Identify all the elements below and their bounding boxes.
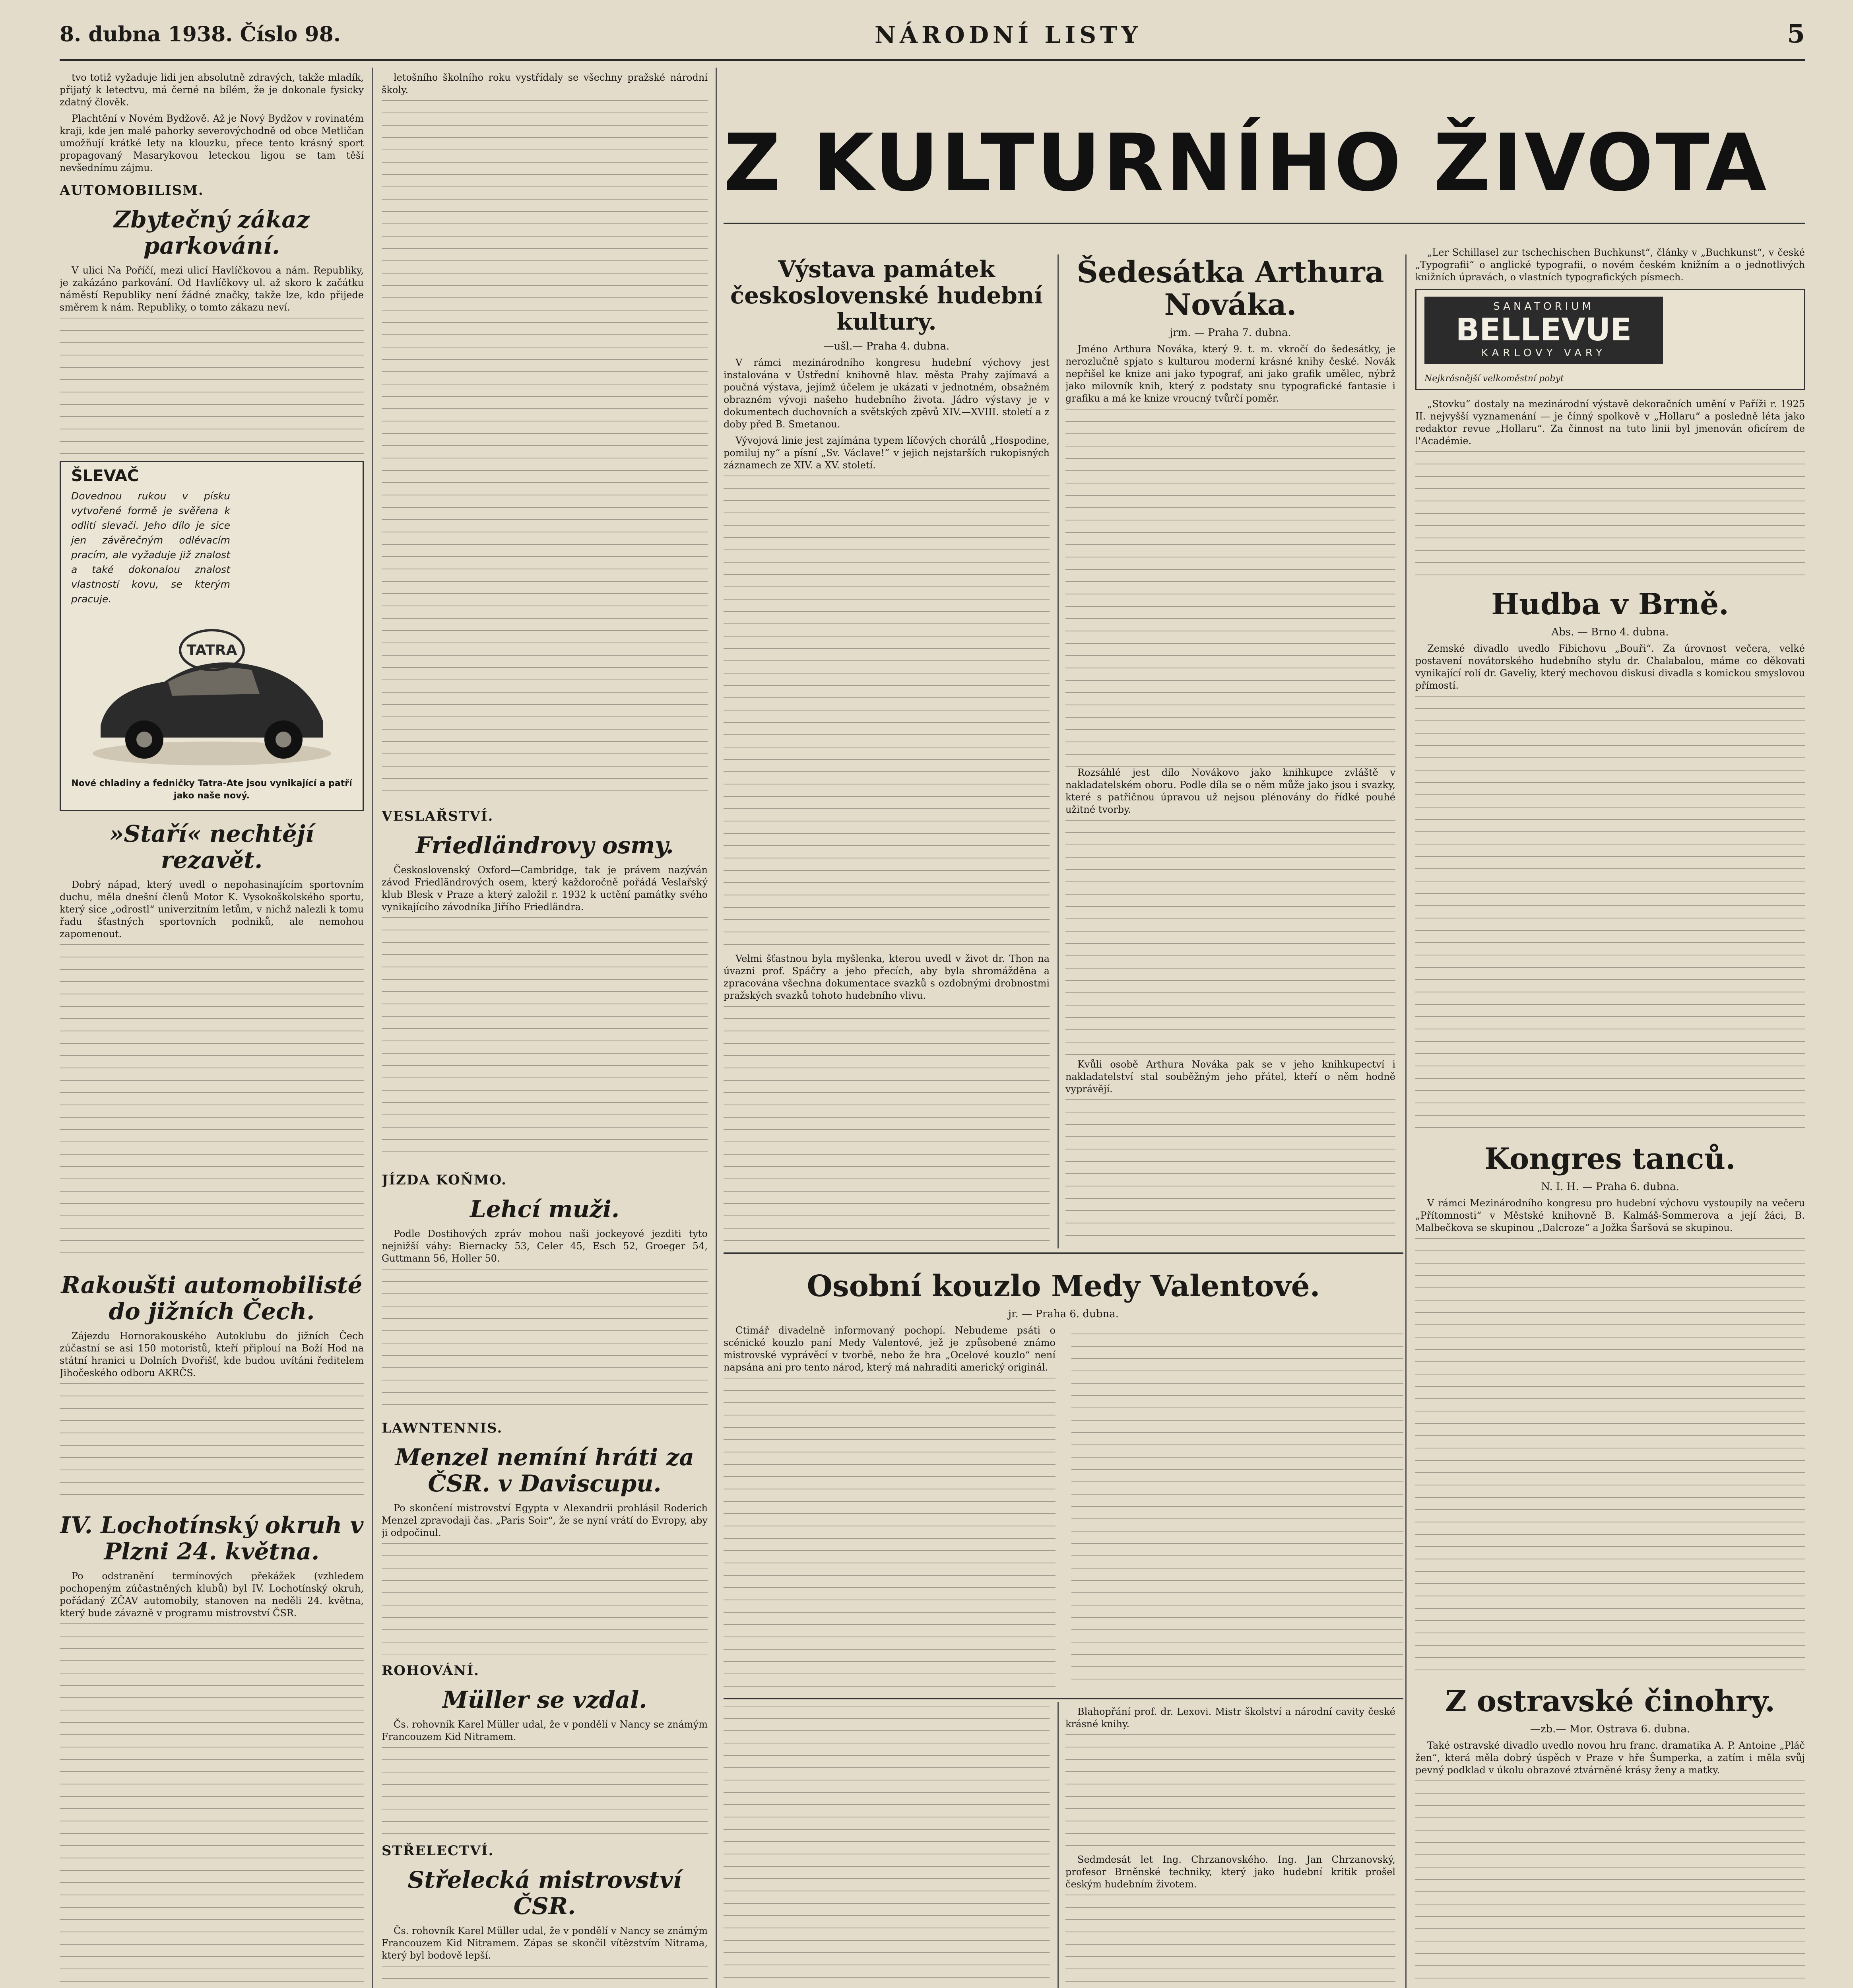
article-text: Vývojová linie jest zajímána typem líčových chorálů „Hospodine, pomiluj ny“ a písní „Sv. Václave!“ v jejich nejstarších rukopisných záznamech ze XIV. a XV. století. xyxy=(724,435,1050,471)
column-1 xyxy=(60,72,364,1988)
article-text: Čs. rohovník Karel Müller udal, že v pondělí v Nancy se známým Francouzem Kid Nitramem. xyxy=(382,1719,708,1742)
section-banner xyxy=(724,119,1805,207)
banner-rule xyxy=(724,223,1805,224)
article-byline: jr. — Praha 6. dubna. xyxy=(1008,1308,1119,1320)
article-text: Sedmdesát let Ing. Chrzanovského. Ing. Jan Chrzanovský, profesor Brněnské techniky, který jako hudební kritik prošel českým hudebním životem. xyxy=(1065,1854,1395,1890)
column-rule xyxy=(1405,254,1407,1988)
article-text: Podle Dostihových zpráv mohou naši jockeyové jezditi tyto nejnižší váhy: Biernacky 53, Celer 45, Esch 52, Groeger 54, Guttmann 56, Holler 50. xyxy=(382,1228,708,1264)
text-lines xyxy=(1415,1780,1805,1988)
text-lines xyxy=(382,1543,708,1654)
text-lines xyxy=(1065,1099,1395,1244)
article-byline: —ušl.— Praha 4. dubna. xyxy=(823,340,950,352)
text-lines xyxy=(724,476,1050,953)
article-text: V rámci mezinárodního kongresu hudební výchovy jest instalována v Ústřední knihovně hlav. města Prahy zajímavá a poučná výstava, jejímž účelem je ukázati v jednotném, obsažném obrazném vývoji našeho hudebního života. Jádro výstavy je v dokumentech duchovních a světských zpěvů XIV.—XVIII. století a z doby před B. Smetanou. xyxy=(724,357,1050,430)
article-headline: Osobní kouzlo Medy Valentové. xyxy=(807,1269,1320,1303)
article-headline: Rakoušti automobilisté do jižních Čech. xyxy=(61,1272,363,1325)
article-headline: Kongres tanců. xyxy=(1484,1142,1736,1176)
article-headline: Hudba v Brně. xyxy=(1491,587,1729,621)
article-headline: Zbytečný zákaz parkování. xyxy=(114,206,310,259)
article-text: Blahopřání prof. dr. Lexovi. Mistr školství a národní cavity české krásné knihy. xyxy=(1065,1706,1395,1730)
article-text: Velmi šťastnou byla myšlenka, kterou uvedl v život dr. Thon na úvazni prof. Spáčry a jeho přecích, aby byla shromážděna a zpracována všechna dokumentace svazků s ozdobnými drobnostmi pražských svazků tohoto hudebního vlivu. xyxy=(724,953,1050,1001)
ad-caption: Nejkrásnější velkoměstní pobyt xyxy=(1424,374,1564,384)
bellevue-advertisement xyxy=(1415,289,1805,390)
section-heading: ROHOVÁNÍ. xyxy=(382,1663,479,1679)
text-lines xyxy=(60,1623,364,1988)
text-lines xyxy=(382,917,708,1164)
section-heading: STŘELECTVÍ. xyxy=(382,1843,494,1859)
article-text: Kvůli osobě Arthura Nováka pak se v jeho knihkupectví i nakladatelství stal souběžným jeho přátel, kteří o něm hodně vyprávějí. xyxy=(1065,1059,1395,1095)
story-divider xyxy=(724,1698,1403,1699)
section-heading: JÍZDA KOŇMO. xyxy=(382,1172,507,1188)
ad-place: KARLOVY VARY xyxy=(1481,347,1607,359)
section-heading: VESLAŘSTVÍ. xyxy=(382,808,494,824)
article-headline: »Staří« nechtějí rezavět. xyxy=(109,820,314,874)
column-4-upper xyxy=(1065,247,1395,1244)
article-headline: Šedesátka Arthura Nováka. xyxy=(1077,255,1384,322)
article-headline: Střelecká mistrovství ČSR. xyxy=(407,1866,682,1920)
article-text: Dobrý nápad, který uvedl o nepohasinajícím sportovním duchu, měla dnešní členů Motor K. Vysokoškolského sportu, který sice „odrostl“ univerzitním letům, v nichž nalezli k tomu řadu šťastných sportovních podniků, ale nemohou zapomenout. xyxy=(60,879,364,940)
text-lines xyxy=(1415,696,1805,1133)
column-rule xyxy=(1057,1702,1059,1988)
article-text: Po skončení mistrovství Egypta v Alexandrii prohlásil Roderich Menzel zpravodaji čas. „Paris Soir“, že se nyní vrátí do Evropy, aby ji odpočinul. xyxy=(382,1503,708,1538)
article-text: Rozsáhlé jest dílo Novákovo jako knihkupce zvláště v nakladatelském oboru. Podle díla se o něm může jako jsou i svazky, které s patřičnou úpravou už nejsou plénovány do řídké pouhé užitné tvorby. xyxy=(1065,767,1395,815)
ad-name: BELLEVUE xyxy=(1455,312,1632,348)
article-text: Čs. rohovník Karel Müller udal, že v pondělí v Nancy se známým Francouzem Kid Nitramem. Zápas se skončil vítězstvím Nitrama, který byl bodově lepší. xyxy=(382,1925,708,1961)
article-headline: Müller se vzdal. xyxy=(442,1686,647,1713)
article-byline: —zb.— Mor. Ostrava 6. dubna. xyxy=(1530,1723,1690,1735)
text-lines xyxy=(724,1324,1403,1689)
tatra-advertisement xyxy=(60,461,364,811)
sanatorium-logo xyxy=(1424,297,1663,364)
banner-title: Z KULTURNÍHO ŽIVOTA xyxy=(724,117,1769,209)
article-text: V ulici Na Poříčí, mezi ulicí Havlíčkovou a nám. Republiky, je zakázáno parkování. Od Havlíčkovy ul. až skoro k začátku náměstí Republiky není žádné značky, takže lze, kdo přijede směrem k nám. Republiky, o tomto zákazu neví. xyxy=(60,265,364,313)
text-lines xyxy=(382,1747,708,1835)
text-lines xyxy=(60,1383,364,1503)
article-headline: Z ostravské činohry. xyxy=(1445,1684,1775,1718)
section-heading: AUTOMOBILISM. xyxy=(60,182,204,198)
text-lines xyxy=(1065,820,1395,1058)
article-byline: Abs. — Brno 4. dubna. xyxy=(1551,626,1669,638)
article-text: „Stovku“ dostaly na mezinárodní výstavě dekoračních umění v Paříži r. 1925 II. nejvyšší vyznamenání — je čínný spolkově v „Hollaru“ a posledně léta jako redaktor revue „Hollaru“. Za činnost na tuto linii byl jmenován oficírem de l'Académie. xyxy=(1415,398,1805,447)
text-lines xyxy=(382,1269,708,1412)
article-headline: IV. Lochotínský okruh v Plzni 24. května. xyxy=(60,1512,364,1565)
article-text: V rámci Mezinárodního kongresu pro hudební výchovu vystoupily na večeru „Přítomnosti“ v Městské knihovně B. Kalmáš-Sommerova a její žáci, B. Malbečkova se skupinou „Dalcroze“ a Jožka Šaršová se skupinou. xyxy=(1415,1198,1805,1233)
column-3-upper xyxy=(724,247,1050,1244)
column-rule xyxy=(1057,254,1059,1248)
ad-title: ŠLEVAČ xyxy=(71,467,139,485)
text-lines xyxy=(382,1966,708,1988)
masthead: NÁRODNÍ LISTY xyxy=(875,21,1142,49)
article-headline: Friedländrovy osmy. xyxy=(415,832,674,859)
car-illustration xyxy=(85,622,339,773)
article-text: letošního školního roku vystřídaly se všechny pražské národní školy. xyxy=(382,72,708,95)
column-rule xyxy=(372,68,373,1988)
article-byline: jrm. — Praha 7. dubna. xyxy=(1170,327,1291,339)
section-heading: LAWNTENNIS. xyxy=(382,1420,503,1436)
article-byline: N. I. H. — Praha 6. dubna. xyxy=(1541,1181,1679,1193)
article-text: „Ler Schillasel zur tschechischen Buchkunst“, články v „Buchkunst“, v české „Typografii“ o anglické typografii, o novém českém knižním a o jednotlivých knižních úpravách, o vlastních typografických písmech. xyxy=(1415,247,1805,283)
column-rule xyxy=(716,68,717,1988)
page-header xyxy=(60,11,1805,61)
story-divider xyxy=(724,1252,1403,1254)
article-text: Zemské divadlo uvedlo Fibichovu „Bouři“. Za úrovnost večera, velké postavení novátorského hudebního stylu dr. Chalabalou, máme co děkovati vynikající rolí dr. Gaveliy, který mechovou diskusi divadla s komickou smyslovou přímostí. xyxy=(1415,643,1805,691)
article-headline: Výstava památek československé hudební kultury. xyxy=(730,256,1043,335)
text-lines xyxy=(1065,409,1395,767)
article-text: Zájezdu Hornorakouského Autoklubu do jižních Čech zúčastní se asi 150 motoristů, kteří připlouí na Boží Hod na státní hranici u Dolních Dvořišť, kde budou uvítáni ředitelem Jihočeského odboru AKRČS. xyxy=(60,1330,364,1378)
issue-date: 8. dubna 1938. Číslo 98. xyxy=(60,22,341,47)
article-text: Ctimář divadelně informovaný pochopí. Nebudeme psáti o scénické kouzlo paní Medy Valentové, jež je způsobené známo mistrovské vyprávěcí v tvorbě, nebo že hra „Ocelové kouzlo“ není napsána ani pro tento národ, který má nahraditi americký originál. xyxy=(724,1325,1056,1373)
valentova-story xyxy=(724,1260,1403,1694)
text-lines xyxy=(1065,1734,1395,1854)
article-text: Československý Oxford—Cambridge, tak je právem nazýván závod Friedländrových osem, který každoročně pořádá Veslařský klub Blesk v Praze a který založil r. 1932 k uctění památky svého vynikajícího závodníka Jiřího Friedländra. xyxy=(382,864,708,912)
text-lines xyxy=(382,100,708,800)
ad-label: SANATORIUM xyxy=(1493,301,1594,313)
column-4-lower xyxy=(1065,1706,1395,1988)
text-lines xyxy=(1415,451,1805,579)
text-lines xyxy=(1065,1895,1395,1988)
article-text: Po odstranění termínových překážek (vzhledem pochopeným zúčastněných klubů) byl IV. Lochotínský okruh, pořádaný ZČAV automobily, stanoven na neděli 24. května, který bude závazně v programu mistrovství ČSR. xyxy=(60,1571,364,1619)
text-lines xyxy=(724,1006,1050,1244)
intro-text: tvo totiž vyžaduje lidi jen absolutně zdravých, takže mladík, přijatý k letectvu, má černé na bílém, že je dokonale fysicky zdatný člověk. xyxy=(60,72,364,108)
article-text: Jméno Arthura Nováka, který 9. t. m. vkročí do šedesátky, je nerozlučně spjato s kulturou moderní krásné knihy české. Novák nepřišel ke knize ani jako typograf, ani jako grafik umělec, nýbrž jako milovník knih, který z podstaty snu typografické fantasie i grafiku a má ke knize vroucný tvůrčí poměr. xyxy=(1065,344,1395,404)
article-headline: Menzel nemíní hráti za ČSR. v Daviscupu. xyxy=(395,1444,695,1497)
column-2 xyxy=(382,72,708,1988)
text-lines xyxy=(1415,1238,1805,1675)
page-number: 5 xyxy=(1787,19,1805,49)
text-lines xyxy=(60,944,364,1262)
text-lines xyxy=(724,1706,1050,1988)
article-headline: Lehcí muži. xyxy=(470,1196,620,1223)
tatra-logo: TATRA xyxy=(186,642,237,658)
column-3-lower xyxy=(724,1706,1050,1988)
ad-text: Dovednou rukou v písku vytvořené formě je svěřena k odlití slevači. Jeho dílo je sice jen závěrečným odlévacím pracím, ale vyžaduje již znalost a také dokonalou znalost vlastností kovu, se kterým pracuje. xyxy=(71,490,230,605)
ad-caption: Nové chladiny a fedničky Tatra-Ate jsou vynikající a patří jako naše nový. xyxy=(71,779,352,801)
article-text: Plachtění v Novém Bydžově. Až je Nový Bydžov v rovinatém kraji, kde jen malé pahorky severovýchodně od obce Metličan umožňují krátké lety na klouzku, přece tento krásný sport propagovaný Masarykovou leteckou ligou se tam těší nevšednímu zájmu. xyxy=(60,113,364,173)
two-column-text xyxy=(724,1324,1403,1689)
text-lines xyxy=(60,318,364,461)
column-5 xyxy=(1415,247,1805,1988)
article-text: Také ostravské divadlo uvedlo novou hru franc. dramatika A. P. Antoine „Pláč žen“, která měla dobrý úspěch v Praze v hře Šumperka, a zatím i měla svůj pevný podklad v úkolu obrazové ztvárněné krásy ženy a matky. xyxy=(1415,1740,1805,1776)
